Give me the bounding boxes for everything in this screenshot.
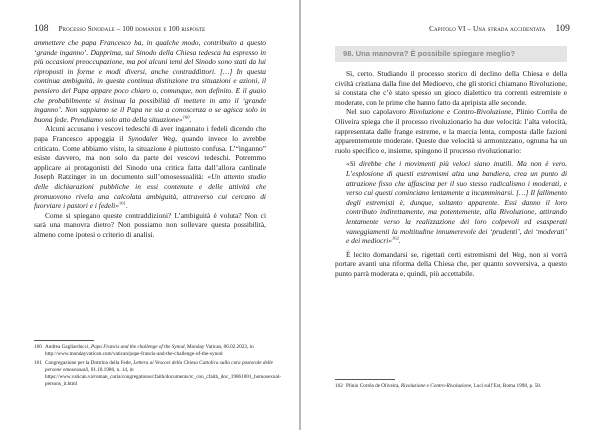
left-running-head <box>34 24 205 34</box>
text-run-italic: Rivoluzione e Contro-Rivoluzione <box>400 383 472 389</box>
text-run: , 01.10.1986, n. 14, in https://www.vatican.va/roman_curia/congregations/cfaith/documents/rc_con_cfaith_doc_19861001_homosexual-persons_it.html <box>45 366 281 387</box>
paragraph: Alcuni accusano i vescovi tedeschi di aver ingannato i fedeli dicendo che papa Francesco appoggia il Synodaler Weg, quando invece lo avrebbe criticato. Come abbiamo visto, la situazione è piuttosto confusa. L’“inganno” esiste davvero, ma non solo da parte dei vescovi tedeschi. Potremmo applicare ai protagonisti del Sinodo una critica fatta dall’allora cardinale Joseph Ratzinger in un documento sull’omosessualità: «Un attento studio delle dichiarazioni pubbliche in essi contenute e delle attività che promuovono rivela una calcolata ambiguità, attraverso cui cercano di fuorviare i pastori e i fedeli»$^{161}$. <box>34 124 266 211</box>
footnote-number: 161 <box>34 359 42 366</box>
right-body-text <box>335 38 567 278</box>
quote-continuation: ammettere che papa Francesco ha, in qualche modo, contribuito a questo ‘grande inganno’. Dapprima, sul Sinodo della Chiesa tedesca ha espresso in più occasioni preoccupazione, ma poi alcuni temi del Sinodo sono stati da lui riproposti in forme e modi diversi, anche contraddittori. […] In questa continua ambiguità, in questa continua distinzione tra situazioni e azioni, il pensiero del Papa appare poco chiaro o, comunque, non definito. E il guaio che probabilmente si insinua la possibilità di mettere in atto il ‘grande inganno’. Non sappiamo se il Papa ne sia a conoscenza o se agisca solo in buona fede. Prendiamo solo atto della situazione»$^{160}$. <box>34 38 266 124</box>
quote-text: «Si direbbe che i movimenti più veloci siano inutili. Ma non è vero. L’esplosione di questi estremismi alza una bandiera, crea un punto di attrazione fisso che affascina per il suo stesso radicalismo i moderati, e verso cui questi cominciano lentamente a incamminarsi. […] Il fallimento degli estremisti è, dunque, soltanto apparente. Essi danno il loro contributo indirettamente, ma potentemente, alla Rivoluzione, attirando lentamente verso la realizzazione dei loro colpevoli ed esasperati vaneggiamenti la moltitudine innumerevole dei ‘prudenti’, dei ‘moderati’ e dei mediocri» <box>346 159 567 246</box>
footnote-rule <box>34 340 94 341</box>
text-run-italic: Synodaler Weg <box>127 133 176 143</box>
left-footnotes <box>34 344 281 389</box>
right-running-head <box>429 24 570 34</box>
footnote-text <box>45 344 266 358</box>
text-run: , Plinio Corrêa de Oliveira spiega che il processo rivoluzionario ha due velocità: l’alta velocità, rappresentata dalle frange estreme, e la marcia lenta, composta dalle fazioni apparentemente moderate. Queste due velocità si armonizzano, ognuna ha un ruolo specifico e, insieme, spingono il processo rivoluzionario: <box>335 107 567 155</box>
text-run: , Luci sull’Est, Roma 1998, p. 58. <box>471 383 542 389</box>
footnote-number: 160 <box>34 344 42 350</box>
text-run: Nel suo capolavoro <box>346 107 409 117</box>
quote-text: ammettere che papa Francesco ha, in qualche modo, contribuito a questo ‘grande inganno’. Dapprima, sul Sinodo della Chiesa tedesca ha espresso in più occasioni preoccupazione, ma poi alcuni temi del Sinodo sono stati da lui riproposti in forme e modi diversi, anche contraddittori. […] In questa continua ambiguità, in questa continua distinzione tra situazioni e azioni, il pensiero del Papa appare poco chiaro o, comunque, non definito. E il guaio che probabilmente si insinua la possibilità di mettere in atto il ‘grande inganno’. Non sappiamo se il Papa ne sia a conoscenza o se agisca solo in buona fede. Prendiamo solo atto della situazione» <box>34 38 266 124</box>
right-page <box>301 0 600 430</box>
text-run-italic: Weg <box>511 249 525 259</box>
footnote-text <box>45 360 281 388</box>
footnote-ref: 161 <box>118 200 126 206</box>
text-run: Alcuni accusano i vescovi tedeschi di aver ingannato i fedeli dicendo che papa Francesco appoggia il <box>34 124 266 143</box>
text-run: , non si vorrà portare avanti una riforma della Chiesa che, per quanto sovversiva, a questo punto parrà moderata e, quindi, più accettabile. <box>335 249 568 278</box>
footnote <box>335 383 567 390</box>
paragraph <box>335 250 567 279</box>
right-running-title: Capitolo VI – Una strada accidentata <box>429 25 546 33</box>
text-run-italic: Papa Francis and the challenge of the Synod <box>90 344 185 350</box>
left-page-number: 108 <box>34 24 49 34</box>
paragraph: Sì, certo. Studiando il processo storico di declino della Chiesa e della civiltà cristiana dalla fine del Medioevo, che gli storici chiamano Rivoluzione, si constata che c’è stato spesso un gioco dialettico tra correnti estremiste e moderate, con le prime che hanno fatto da apripista alle seconde. <box>335 69 567 107</box>
footnote-ref: 162 <box>391 235 399 241</box>
text-run: , quando invece lo avrebbe criticato. Come abbiamo visto, la situazione è piuttosto confusa. L’“inganno” esiste davvero, ma non solo da parte dei vescovi tedeschi. Potremmo applicare ai protagonisti del Sinodo una critica fatta dall’allora cardinale Joseph Ratzinger in un documento sull’omosessualità: <box>34 133 266 182</box>
footnote-number: 162 <box>335 383 343 389</box>
paragraph: Come si spiegano queste contraddizioni? L’ambiguità è voluta? Non ci sarà una manovra dietro? Non possiamo non sollevare questa possibilità, almeno come ipotesi o criterio di analisi. <box>34 210 266 239</box>
footnote <box>34 359 281 388</box>
text-run-italic: Lettera ai Vescovi della Chiesa Cattolica sulla cura pastorale delle persone omosessuali <box>45 359 273 373</box>
text-run: , Monday Vatican, 06.02.2023, in http://www.mondayvatican.com/vatican/pope-francis-and-the-challenge-of-the-synod <box>45 344 254 357</box>
text-run: Plinio Corrêa de Oliveira, <box>346 383 401 389</box>
block-quote: «Si direbbe che i movimenti più veloci siano inutili. Ma non è vero. L’esplosione di questi estremismi alza una bandiera, crea un punto di attrazione fisso che affascina per il suo stesso radicalismo i moderati, e verso cui questi cominciano lentamente a incamminarsi. […] Il fallimento degli estremisti è, dunque, soltanto apparente. Essi danno il loro contributo indirettamente, ma potentemente, alla Rivoluzione, attirando lentamente verso la realizzazione dei loro colpevoli ed esasperati vaneggiamenti la moltitudine innumerevole dei ‘prudenti’, dei ‘moderati’ e dei mediocri»$^{162}$. <box>346 159 567 246</box>
right-page-number: 109 <box>555 24 570 34</box>
left-page <box>0 0 299 430</box>
left-running-title: Processo Sinodale – 100 domande e 100 risposte <box>58 25 206 33</box>
text-run: Congregazione per la Dottrina della Fede, <box>45 359 134 366</box>
right-footnotes <box>335 383 567 392</box>
text-run: È lecito domandarsi se, rigettati certi estremismi del <box>346 249 512 259</box>
footnote-rule <box>335 379 395 380</box>
text-run-italic: «Un attento studio delle dichiarazioni pubbliche in essi contenute e delle attività che promuovono rivela una calcolata ambiguità, attraverso cui cercano di fuorviare i pastori e i fedeli» <box>34 172 266 211</box>
text-run-italic: Rivoluzione e Contro-Rivoluzione <box>408 107 512 117</box>
paragraph <box>335 107 567 155</box>
left-body-text <box>34 38 266 239</box>
text-run: Andrea Gagliarducci, <box>45 344 91 350</box>
footnote-text <box>346 383 567 390</box>
question-heading: 98. Una manovra? È possibile spiegare meglio? <box>335 46 567 62</box>
footnote <box>34 344 266 358</box>
footnote-ref: 160 <box>182 114 190 120</box>
